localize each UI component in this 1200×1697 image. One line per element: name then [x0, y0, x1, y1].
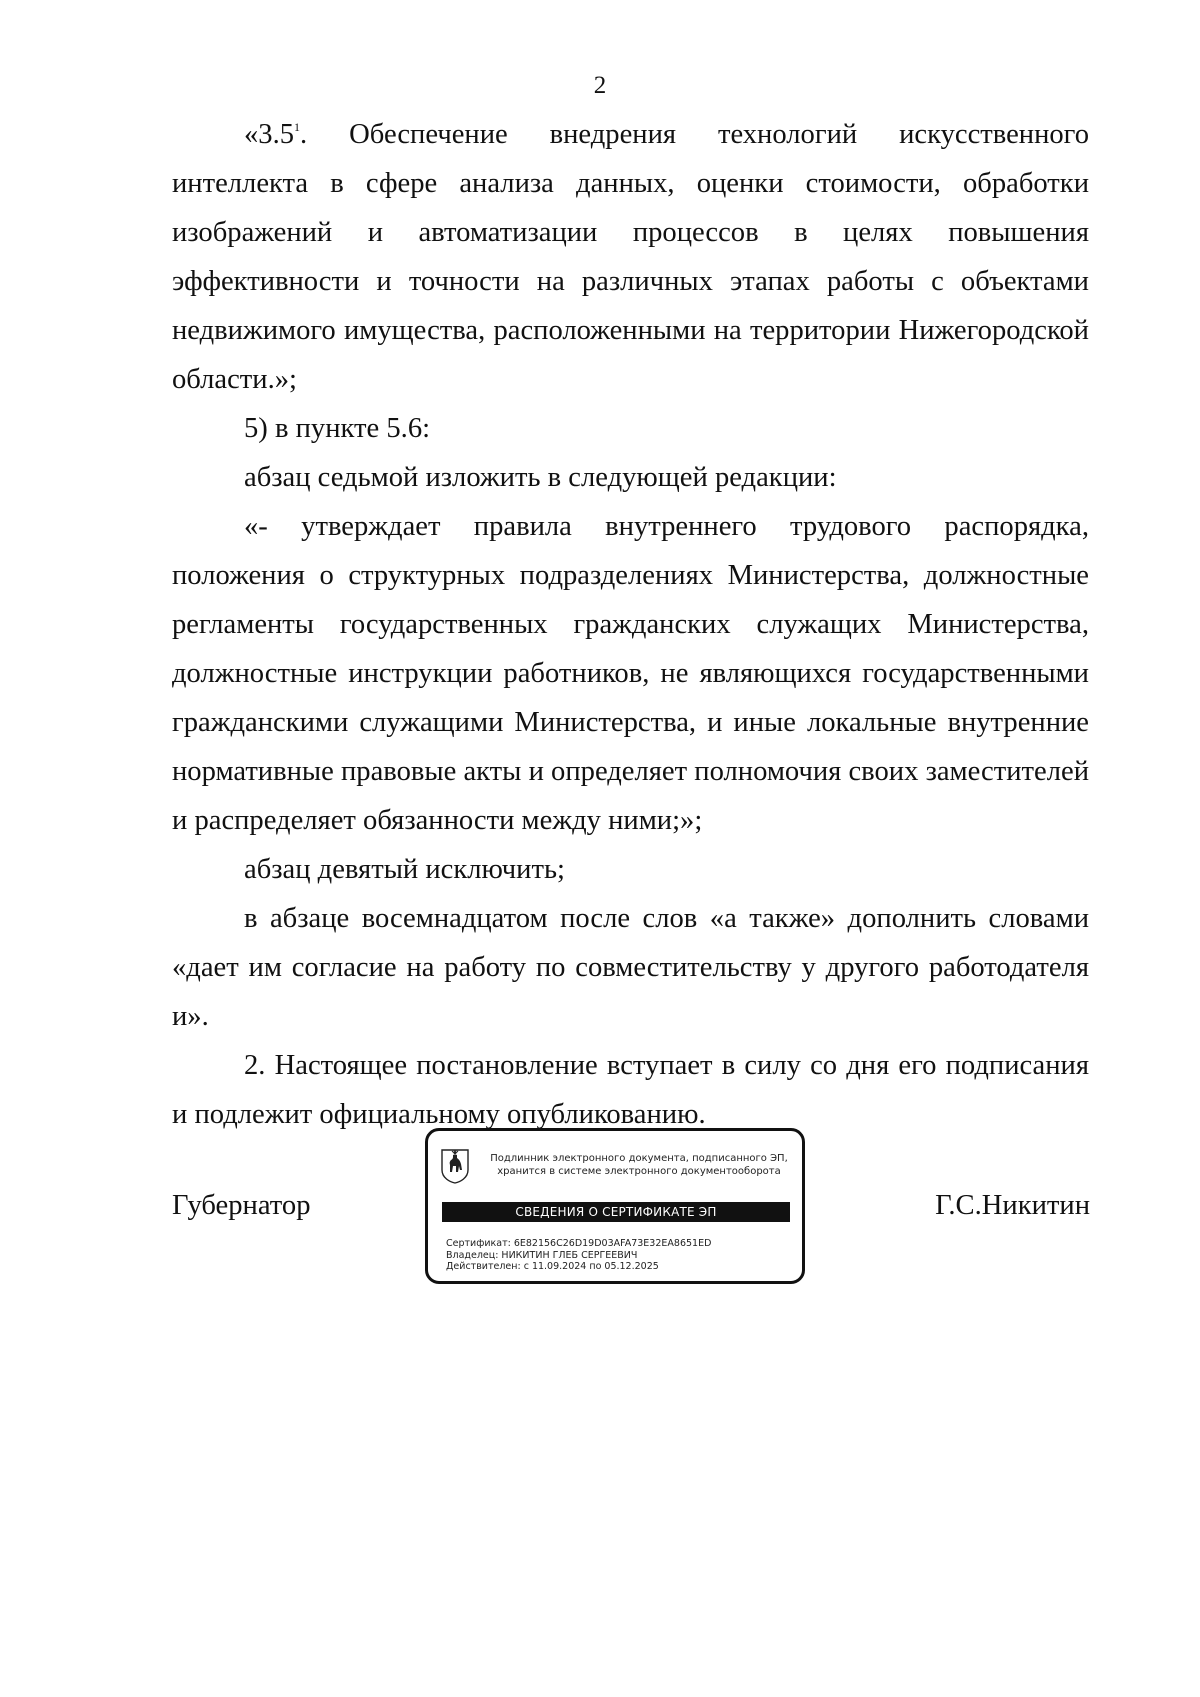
stamp-certificate-title: СВЕДЕНИЯ О СЕРТИФИКАТЕ ЭП — [442, 1202, 790, 1222]
paragraph-clause-3-5-1 — [172, 110, 1089, 404]
certificate-validity: Действителен: с 11.09.2024 по 05.12.2025 — [446, 1261, 659, 1272]
signatory-position: Губернатор — [172, 1190, 311, 1221]
stamp-header-line: Подлинник электронного документа, подписанного ЭП, — [490, 1153, 788, 1164]
clause-superscript: 1 — [294, 120, 301, 134]
electronic-signature-stamp — [425, 1128, 805, 1284]
paragraph-eighteenth-abzac: в абзаце восемнадцатом после слов «а также» дополнить словами «дает им согласие на работу по совместительству у другого работодателя и». — [172, 903, 1089, 1032]
paragraph-entry-into-force: 2. Настоящее постановление вступает в силу со дня его подписания и подлежит официальному опубликованию. — [172, 1050, 1089, 1130]
clause-number: «3.5 — [244, 119, 295, 150]
paragraph-seventh-abzac: абзац седьмой изложить в следующей редакции: — [244, 462, 837, 493]
paragraph-new-wording: «- утверждает правила внутреннего трудового распорядка, положения о структурных подразделениях Министерства, должностные регламенты государственных гражданских служащих Министерства, должностные инструкции работников, не являющихся государственными гражданскими служащими Министерства, и иные локальные внутренние нормативные правовые акты и определяет полномочия своих заместителей и распределяет обязанности между ними;»; — [172, 511, 1089, 836]
certificate-number: Сертификат: 6E82156C26D19D03AFA73E32EA8651ED — [446, 1238, 712, 1249]
paragraph-ninth-abzac: абзац девятый исключить; — [244, 854, 565, 885]
stamp-header — [480, 1152, 798, 1178]
page-number: 2 — [593, 72, 607, 99]
deer-coat-of-arms-icon — [440, 1148, 470, 1184]
signatory-name: Г.С.Никитин — [935, 1190, 1090, 1221]
stamp-certificate-details — [446, 1238, 711, 1273]
stamp-header-line: хранится в системе электронного документооборота — [497, 1166, 781, 1177]
paragraph-item-5: 5) в пункте 5.6: — [244, 413, 431, 444]
certificate-owner: Владелец: НИКИТИН ГЛЕБ СЕРГЕЕВИЧ — [446, 1249, 638, 1261]
document-body — [172, 110, 1089, 1139]
clause-text: . Обеспечение внедрения технологий искусственного интеллекта в сфере анализа данных, оценки стоимости, обработки изображений и автоматизации процессов в целях повышения эффективности и точности на различных этапах работы с объектами недвижимого имущества, расположенными на территории Нижегородской области.»; — [172, 119, 1089, 395]
